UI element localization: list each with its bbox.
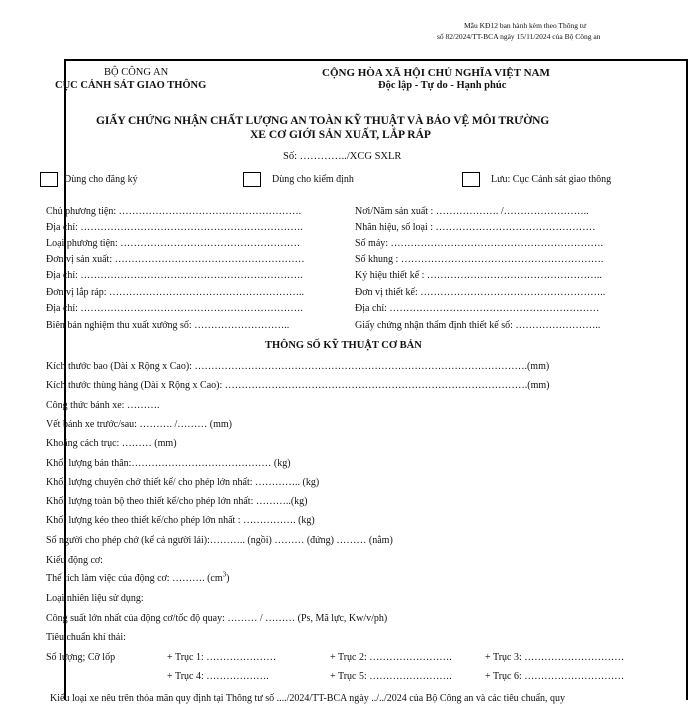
max-power-field: Công suất lớn nhất của động cơ/tốc độ quay: ……… / ……… (Ps, Mã lực, Kw/v/ph) — [46, 613, 388, 624]
owner-field: Chủ phương tiện: ………………………………………………. — [46, 206, 302, 217]
engine-type-field: Kiểu động cơ: — [46, 555, 103, 566]
axle-6-field: + Trục 6: ………………………… — [485, 671, 625, 682]
curb-weight-field: Khối lượng bản thân:…………………………………… (kg) — [46, 458, 291, 469]
brand-model-field: Nhãn hiệu, số loại : ………………………………………… — [355, 222, 596, 233]
manufacturer-address-field: Địa chỉ: …………………………………………………………. — [46, 270, 303, 281]
archive-checkbox[interactable] — [462, 172, 480, 187]
wheel-formula-field: Công thức bánh xe: ………. — [46, 400, 160, 411]
owner-address-field: Địa chỉ: …………………………………………………………. — [46, 222, 303, 233]
design-unit-field: Đơn vị thiết kế: ……………………………………………….. — [355, 287, 606, 298]
tire-size-label: Số lượng; Cỡ lốp — [46, 652, 116, 663]
vehicle-type-field: Loại phương tiện: ……………………………………………… — [46, 238, 301, 249]
cubic-superscript: 3 — [222, 570, 227, 579]
wheelbase-field: Khoảng cách trục: ……… (mm) — [46, 438, 177, 449]
towing-weight-field: Khối lượng kéo theo thiết kế/cho phép lớn nhất : ……………. (kg) — [46, 515, 315, 526]
cargo-dimensions-field: Kích thước thùng hàng (Dài x Rộng x Cao): ……………………………………………………………………………….(mm) — [46, 380, 550, 391]
gross-weight-field: Khối lượng toàn bộ theo thiết kế/cho phép lớn nhất: ………..(kg) — [46, 496, 308, 507]
registration-label: Dùng cho đăng ký — [64, 174, 138, 185]
fuel-type-field: Loại nhiên liệu sử dụng: — [46, 593, 144, 604]
overall-dimensions-field: Kích thước bao (Dài x Rộng x Cao): ……………………………………………………………………………………….(mm) — [46, 361, 550, 372]
emission-standard-field: Tiêu chuẩn khí thải: — [46, 632, 126, 643]
axle-5-field: + Trục 5: ……………………. — [330, 671, 452, 682]
archive-label: Lưu: Cục Cảnh sát giao thông — [491, 174, 612, 185]
form-template-note-line1: Mẫu KĐ12 ban hành kèm theo Thông tư — [464, 21, 587, 30]
national-name: CỘNG HÒA XÃ HỘI CHỦ NGHĨA VIỆT NAM — [322, 67, 550, 79]
department-name: CỤC CẢNH SÁT GIAO THÔNG — [55, 80, 207, 91]
design-appraisal-field: Giấy chứng nhận thẩm định thiết kế số: …………………….. — [355, 320, 601, 331]
axle-3-field: + Trục 3: ………………………… — [485, 652, 625, 663]
certificate-number: Số: …………../XCG SXLR — [283, 151, 402, 162]
chassis-number-field: Số khung : ……………………………………………………. — [355, 254, 604, 265]
conformity-statement: Kiểu loại xe nêu trên thỏa mãn quy định tại Thông tư số ..../2024/TT-BCA ngày ../../2024 của Bộ Công an và các tiêu chuẩn, quy — [50, 693, 566, 704]
engine-number-field: Số máy: ………………………………………………………. — [355, 238, 604, 249]
manufacturer-field: Đơn vị sản xuất: ………………………………………………… — [46, 254, 305, 265]
inspection-checkbox[interactable] — [243, 172, 261, 187]
form-template-note-line2: số 82/2024/TT-BCA ngày 15/11/2024 của Bộ Công an — [437, 32, 601, 41]
design-code-field: Ký hiệu thiết kế : …………………………………………….. — [355, 270, 602, 281]
passenger-capacity-field: Số người cho phép chở (kể cả người lái):……….. (ngồi) ……… (đứng) ……… (nằm) — [46, 535, 393, 546]
acceptance-report-field: Biên bản nghiệm thu xuất xưởng số: ……………………….. — [46, 320, 290, 331]
form-border-right — [686, 59, 688, 700]
payload-field: Khối lượng chuyên chở thiết kế/ cho phép lớn nhất: ………….. (kg) — [46, 477, 320, 488]
engine-displacement-field — [46, 570, 230, 585]
specs-heading: THÔNG SỐ KỸ THUẬT CƠ BẢN — [265, 340, 422, 351]
assembler-field: Đơn vị lắp ráp: ………………………………………………….. — [46, 287, 305, 298]
assembler-address-field: Địa chỉ: …………………………………………………………. — [46, 303, 303, 314]
form-title-line1: GIẤY CHỨNG NHẬN CHẤT LƯỢNG AN TOÀN KỸ THUẬT VÀ BẢO VỆ MÔI TRƯỜNG — [96, 115, 550, 127]
engine-displacement-text: Thể tích làm việc của động cơ: ………. (cm — [46, 573, 223, 584]
origin-year-field: Nơi/Năm sản xuất : ………………. /…………………….. — [355, 206, 589, 217]
inspection-label: Dùng cho kiểm định — [272, 174, 354, 185]
national-motto: Độc lập - Tự do - Hạnh phúc — [378, 80, 507, 91]
axle-2-field: + Trục 2: ……………………. — [330, 652, 452, 663]
registration-checkbox[interactable] — [40, 172, 58, 187]
ministry-name: BỘ CÔNG AN — [104, 67, 169, 78]
form-title-line2: XE CƠ GIỚI SẢN XUẤT, LẮP RÁP — [250, 129, 431, 141]
form-border-top — [64, 59, 688, 61]
wheel-track-field: Vết bánh xe trước/sau: ………. /……… (mm) — [46, 419, 232, 430]
design-unit-address-field: Địa chỉ: ……………………………………………………… — [355, 303, 600, 314]
engine-displacement-close: ) — [226, 573, 230, 584]
axle-1-field: + Trục 1: ………………… — [167, 652, 277, 663]
axle-4-field: + Trục 4: ………………. — [167, 671, 269, 682]
